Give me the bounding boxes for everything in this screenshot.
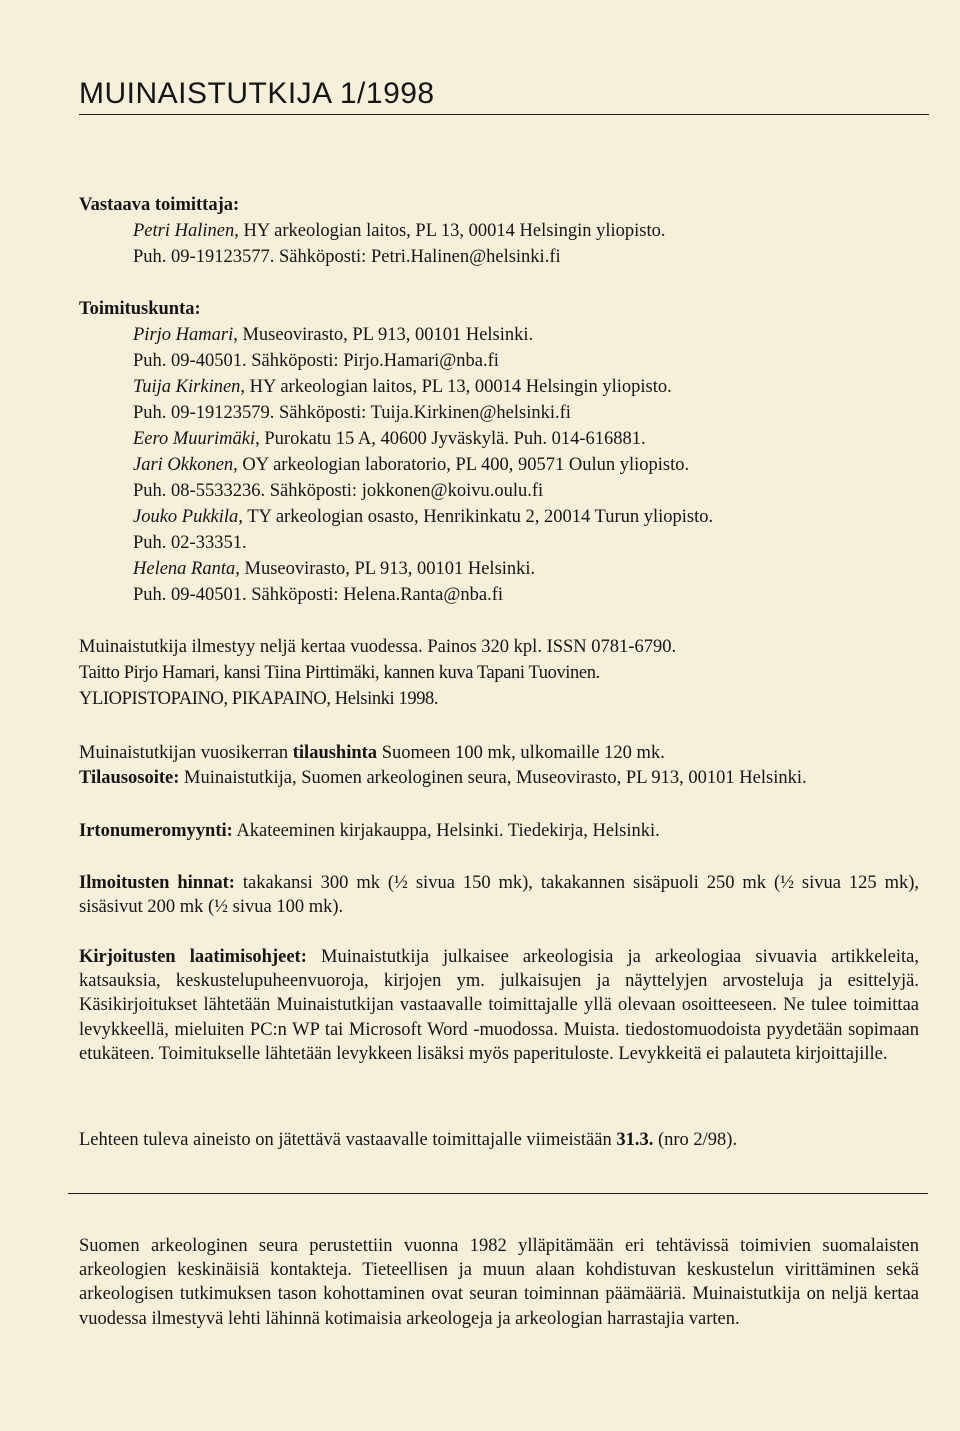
ad-label: Ilmoitusten hinnat:: [79, 873, 235, 893]
board-heading: Toimituskunta:: [79, 299, 201, 319]
editor-address: , HY arkeologian laitos, PL 13, 00014 Helsingin yliopisto.: [234, 221, 666, 241]
ad-prices: [79, 871, 919, 919]
writing-guidelines: [79, 945, 919, 1066]
deadline: [79, 1128, 737, 1152]
member-address: , Museovirasto, PL 913, 00101 Helsinki.: [233, 325, 534, 345]
price-post: Suomeen 100 mk, ulkomaille 120 mk.: [377, 743, 665, 763]
subscription-address: [79, 766, 919, 790]
deadline-date: 31.3.: [616, 1130, 654, 1150]
deadline-post: (nro 2/98).: [653, 1130, 738, 1150]
editor-contact: Puh. 09-19123577. Sähköposti: Petri.Halinen@helsinki.fi: [133, 247, 561, 267]
sales-label: Irtonumeromyynti:: [79, 821, 233, 841]
publication-frequency: Muinaistutkija ilmestyy neljä kertaa vuodessa. Painos 320 kpl. ISSN 0781-6790.: [79, 637, 677, 657]
section-divider: [68, 1193, 928, 1194]
member-address: , HY arkeologian laitos, PL 13, 00014 Helsingin yliopisto.: [240, 377, 672, 397]
member-name: Jouko Pukkila: [133, 507, 239, 527]
price-pre: Muinaistutkijan vuosikerran: [79, 743, 293, 763]
sales-text: Akateeminen kirjakauppa, Helsinki. Tiedekirja, Helsinki.: [232, 821, 660, 841]
member-contact: Puh. 09-19123579. Sähköposti: Tuija.Kirkinen@helsinki.fi: [133, 403, 571, 423]
editor-address-line: [133, 219, 666, 243]
board-member: [133, 505, 713, 529]
member-name: Tuija Kirkinen: [133, 377, 241, 397]
address-label: Tilausosoite:: [79, 768, 180, 788]
board-member: [133, 453, 689, 477]
member-contact: Puh. 09-40501. Sähköposti: Pirjo.Hamari@nba.fi: [133, 351, 499, 371]
ad-text: takakansi 300 mk (½ sivua 150 mk), takakannen sisäpuoli 250 mk (½ sivua 125 mk), sisäsivut 200 mk (½ sivua 100 mk).: [79, 873, 919, 918]
address-text: Muinaistutkija, Suomen arkeologinen seura, Museovirasto, PL 913, 00101 Helsinki.: [179, 768, 807, 788]
member-name: Pirjo Hamari: [133, 325, 234, 345]
guidelines-label: Kirjoitusten laatimisohjeet:: [79, 947, 307, 967]
member-address: , Museovirasto, PL 913, 00101 Helsinki.: [235, 559, 536, 579]
board-member: [133, 323, 533, 347]
price-label: tilaushinta: [292, 743, 378, 763]
society-description: Suomen arkeologinen seura perustettiin vuonna 1982 ylläpitämään eri tehtävissä toimivien suomalaisten arkeologien keskinäisiä kontakteja. Tieteellisen ja muun alaan kohdistuvan keskustelun virittäminen sekä arkeologisen tutkimuksen tason kohottaminen ovat seuran toiminnan päämääriä. Muinaistutkija on neljä kertaa vuodessa ilmestyvä lehti lähinnä kotimaisia arkeologeja ja arkeologian harrastajia varten.: [79, 1236, 919, 1329]
editor-heading: Vastaava toimittaja:: [79, 195, 240, 215]
member-contact: Puh. 09-40501. Sähköposti: Helena.Ranta@nba.fi: [133, 585, 504, 605]
board-member: [133, 557, 535, 581]
page-title: MUINAISTUTKIJA 1/1998: [79, 74, 929, 115]
member-address: , Purokatu 15 A, 40600 Jyväskylä. Puh. 014-616881.: [255, 429, 646, 449]
member-name: Helena Ranta: [133, 559, 236, 579]
board-member: [133, 427, 646, 451]
member-address: , OY arkeologian laboratorio, PL 400, 90571 Oulun yliopisto.: [233, 455, 690, 475]
member-name: Jari Okkonen: [133, 455, 234, 475]
member-address: , TY arkeologian osasto, Henrikinkatu 2, 20014 Turun yliopisto.: [238, 507, 714, 527]
publication-printer: YLIOPISTOPAINO, PIKAPAINO, Helsinki 1998.: [79, 689, 439, 709]
editor-name: Petri Halinen: [133, 221, 235, 241]
single-issue-sales: [79, 819, 660, 843]
deadline-pre: Lehteen tuleva aineisto on jätettävä vastaavalle toimittajalle viimeistään: [79, 1130, 617, 1150]
publication-credits: Taitto Pirjo Hamari, kansi Tiina Pirttimäki, kannen kuva Tapani Tuovinen.: [79, 663, 600, 683]
member-contact: Puh. 08-5533236. Sähköposti: jokkonen@koivu.oulu.fi: [133, 481, 544, 501]
subscription-price: [79, 741, 665, 765]
member-contact: Puh. 02-33351.: [133, 533, 247, 553]
board-member: [133, 375, 672, 399]
member-name: Eero Muurimäki: [133, 429, 256, 449]
guidelines-text: Muinaistutkija julkaisee arkeologisia ja arkeologiaa sivuavia artikkeleita, katsauksia, keskustelupuheenvuoroja, kirjojen ym. julkaisujen ja näyttelyjen arvosteluja ja esittelyjä. Käsikirjoitukset lähtetään Muinaistutkijan vastaavalle toimittajalle yllä olevaan osoitteeseen. Ne tulee toimittaa levykkeellä, mieluiten PC:n WP tai Microsoft Word -muodossa. Muista. tiedostomuodoista pyydetään sopimaan etukäteen. Toimitukselle lähtetään levykkeen lisäksi myös paperituloste. Levykkeitä ei palauteta kirjoittajille.: [79, 947, 919, 1064]
